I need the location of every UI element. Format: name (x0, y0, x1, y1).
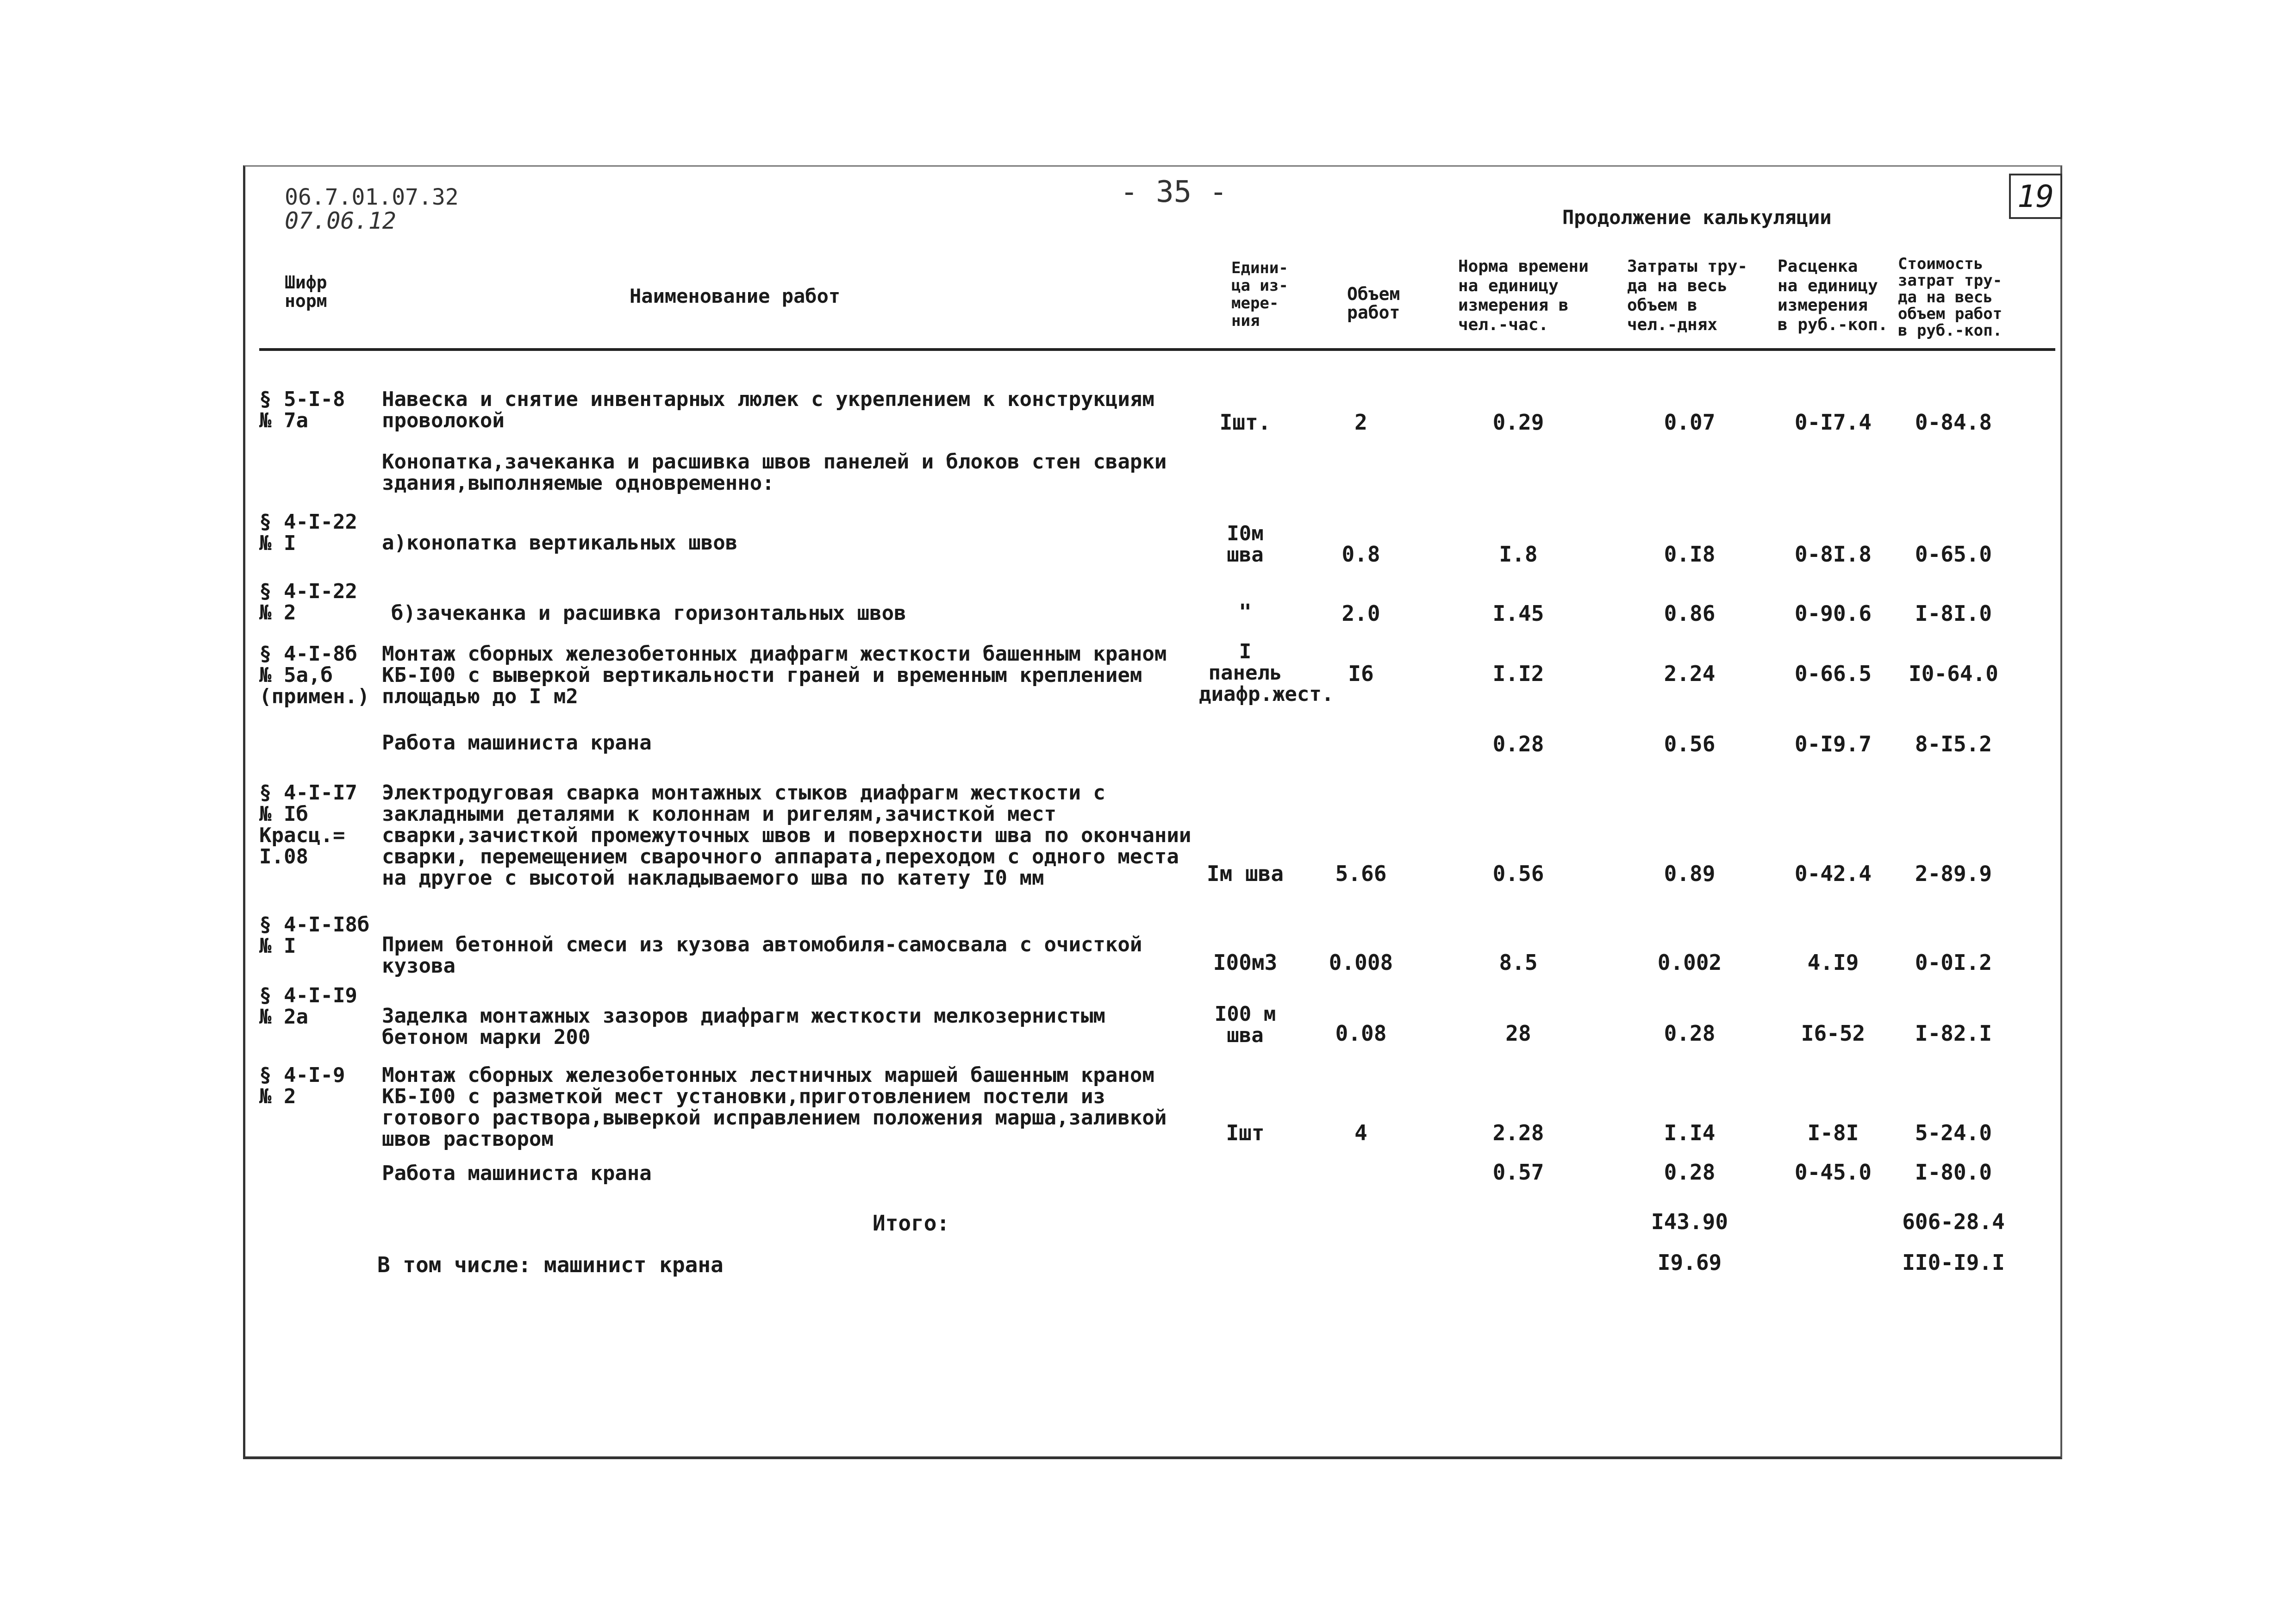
row-norm: 0.56 (1492, 861, 1544, 886)
doc-code: 06.7.01.07.32 (285, 184, 459, 210)
total-labor: I43.90 (1651, 1209, 1728, 1234)
row-code: § 4-I-22 № I (259, 510, 357, 555)
doc-date: 07.06.12 (285, 207, 396, 234)
row-labor: 0.28 (1664, 1021, 1716, 1046)
row-norm: 0.29 (1492, 410, 1544, 435)
row-cost: 0-84.8 (1915, 410, 1992, 435)
col-header-labor: Затраты тру- да на весь объем в чел.-днях (1627, 257, 1748, 334)
col-header-cost: Стоимость затрат тру- да на весь объем работ в руб.-коп. (1898, 255, 2003, 340)
row-rate: 0-I9.7 (1794, 731, 1872, 756)
row-cost: 5-24.0 (1915, 1120, 1992, 1145)
row-group-heading: Конопатка,зачеканка и расшивка швов панелей и блоков стен сварки здания,выполняемые одновременно: (382, 450, 1167, 495)
row-unit: I0м шва (1227, 522, 1264, 567)
row-unit: " (1239, 600, 1252, 625)
row-rate: 0-42.4 (1794, 861, 1872, 886)
including-label: В том числе: машинист крана (377, 1252, 724, 1277)
total-label: Итого: (873, 1211, 950, 1236)
row-norm: I.45 (1492, 601, 1544, 626)
row-qty: I6 (1348, 661, 1374, 686)
row-norm: 0.28 (1492, 731, 1544, 756)
row-norm: I.8 (1499, 542, 1538, 567)
row-labor: 0.28 (1664, 1160, 1716, 1185)
row-labor: 0.56 (1664, 731, 1716, 756)
row-code: § 5-I-8 № 7а (259, 387, 345, 432)
row-qty: 2 (1354, 410, 1367, 435)
row-qty: 5.66 (1335, 861, 1387, 886)
row-qty: 4 (1354, 1120, 1367, 1145)
row-qty: 0.008 (1329, 950, 1393, 975)
row-norm: 28 (1505, 1021, 1531, 1046)
col-header-norm: Норма времени на единицу измерения в чел.-час. (1458, 257, 1589, 334)
row-code: § 4-I-22 № 2 (259, 580, 357, 625)
row-cost: I-8I.0 (1915, 601, 1992, 626)
col-header-code: Шифр норм (285, 272, 327, 311)
row-labor: 2.24 (1664, 661, 1716, 686)
row-rate: I-8I (1807, 1120, 1859, 1145)
row-cost: 0-65.0 (1915, 542, 1992, 567)
col-header-rate: Расценка на единицу измерения в руб.-коп. (1778, 257, 1888, 334)
row-cost: 2-89.9 (1915, 861, 1992, 886)
row-rate: 0-8I.8 (1794, 542, 1872, 567)
row-unit: Iм шва (1206, 861, 1284, 886)
row-name: б)зачеканка и расшивка горизонтальных швов (391, 601, 906, 625)
row-rate: 0-I7.4 (1794, 410, 1872, 435)
row-name: а)конопатка вертикальных швов (382, 531, 738, 555)
row-name: Заделка монтажных зазоров диафрагм жесткости мелкозернистым бетоном марки 200 (382, 1004, 1105, 1049)
row-labor: 0.07 (1664, 410, 1716, 435)
sheet-number: 19 (2009, 174, 2062, 219)
row-code: § 4-I-I7 № Iб Красц.= I.08 (259, 781, 357, 868)
row-code: § 4-I-I8б № I (259, 913, 370, 958)
continuation-label: Продолжение калькуляции (1562, 206, 1832, 229)
total-cost: 606-28.4 (1902, 1209, 2005, 1234)
header-divider (259, 348, 2055, 351)
row-cost: I-80.0 (1915, 1160, 1992, 1185)
row-name: Навеска и снятие инвентарных люлек с укреплением к конструкциям проволокой (382, 387, 1154, 432)
row-norm: I.I2 (1492, 661, 1544, 686)
row-unit: Iшт (1226, 1120, 1265, 1145)
row-name: Монтаж сборных железобетонных диафрагм жесткости башенным краном КБ-I00 с выверкой вертикальности граней и временным креплением площадью до I м2 (382, 642, 1167, 708)
row-name: Электродуговая сварка монтажных стыков диафрагм жесткости с закладными деталями к колоннам и ригелям,зачисткой мест сварки,зачисткой промежуточных швов и поверхности шва по окончании сварки, перемещением сварочного аппарата,переходом с одного места на другое с высотой накладываемого шва по катету I0 мм (382, 781, 1192, 890)
row-norm: 2.28 (1492, 1120, 1544, 1145)
row-name: Работа машиниста крана (382, 1162, 652, 1185)
row-unit: Iшт. (1219, 410, 1271, 435)
row-cost: I0-64.0 (1909, 661, 1998, 686)
row-unit: I00 м шва (1214, 1002, 1276, 1047)
page-number: - 35 - (1120, 175, 1228, 209)
row-name: Монтаж сборных железобетонных лестничных маршей башенным краном КБ-I00 с разметкой мест установки,приготовлением постели из готового раствора,выверкой исправлением положения марша,заливкой швов раствором (382, 1063, 1167, 1151)
col-header-unit: Едини- ца из- мере- ния (1231, 259, 1288, 330)
row-qty: 2.0 (1341, 601, 1380, 626)
row-code: § 4-I-9 № 2 (259, 1063, 345, 1108)
row-code: § 4-I-8б № 5а,б (примен.) (259, 642, 370, 708)
row-name: Прием бетонной смеси из кузова автомобиля-самосвала с очисткой кузова (382, 933, 1142, 978)
row-labor: I.I4 (1664, 1120, 1716, 1145)
row-rate: I6-52 (1801, 1021, 1866, 1046)
col-header-qty: Объем работ (1347, 284, 1400, 323)
row-unit: I панель диафр.жест. (1199, 640, 1334, 706)
including-cost: II0-I9.I (1902, 1250, 2005, 1275)
row-rate: 0-90.6 (1794, 601, 1872, 626)
row-qty: 0.8 (1341, 542, 1380, 567)
row-cost: 0-0I.2 (1915, 950, 1992, 975)
row-unit: I00м3 (1213, 950, 1278, 975)
row-norm: 8.5 (1499, 950, 1538, 975)
row-cost: 8-I5.2 (1915, 731, 1992, 756)
row-rate: 0-45.0 (1794, 1160, 1872, 1185)
including-labor: I9.69 (1657, 1250, 1722, 1275)
col-header-name: Наименование работ (630, 285, 841, 307)
row-rate: 0-66.5 (1794, 661, 1872, 686)
row-labor: 0.86 (1664, 601, 1716, 626)
row-labor: 0.I8 (1664, 542, 1716, 567)
row-norm: 0.57 (1492, 1160, 1544, 1185)
row-rate: 4.I9 (1807, 950, 1859, 975)
row-labor: 0.89 (1664, 861, 1716, 886)
row-cost: I-82.I (1915, 1021, 1992, 1046)
row-labor: 0.002 (1657, 950, 1722, 975)
row-qty: 0.08 (1335, 1021, 1387, 1046)
row-code: § 4-I-I9 № 2а (259, 984, 357, 1029)
row-name: Работа машиниста крана (382, 731, 652, 755)
